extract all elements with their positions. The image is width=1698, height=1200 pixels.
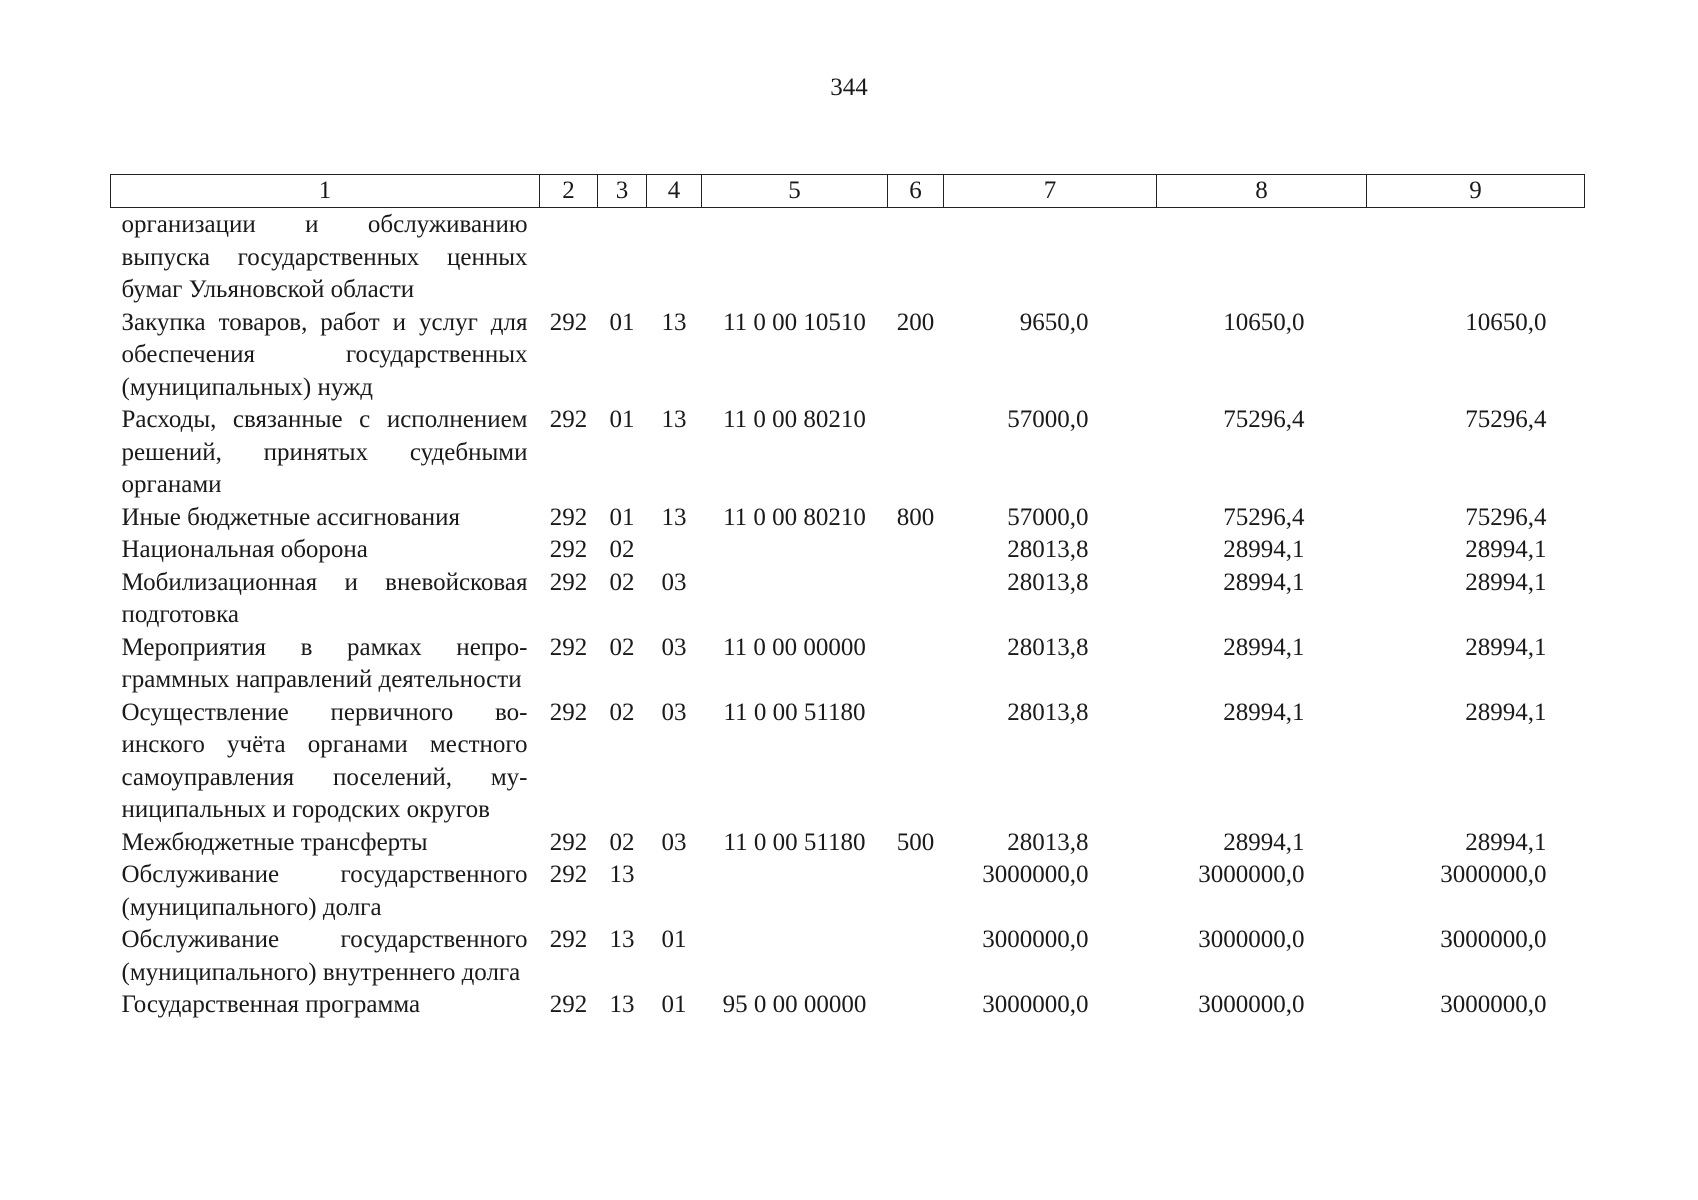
row-subsection <box>647 208 702 307</box>
row-section: 01 <box>609 406 635 433</box>
row-admin-code: 292 <box>549 503 588 531</box>
row-expense-type <box>888 404 944 502</box>
header-col-8: 8 <box>1157 175 1367 208</box>
header-col-4: 4 <box>647 175 702 208</box>
row-section: 02 <box>609 633 635 661</box>
row-value-8: 3000000,0 <box>1198 861 1305 888</box>
row-subsection <box>647 859 702 924</box>
row-value-8: 10650,0 <box>1223 308 1305 336</box>
row-target-code: 95 0 00 00000 <box>722 991 867 1018</box>
table-row <box>111 404 1585 502</box>
row-value-9: 75296,4 <box>1465 503 1547 531</box>
row-subsection: 13 <box>661 406 687 433</box>
row-target-code <box>702 534 888 567</box>
row-name: Государственная программа <box>121 991 421 1018</box>
row-name: Иные бюджетные ассигнования <box>121 503 461 531</box>
row-value-7: 3000000,0 <box>982 861 1089 888</box>
row-admin-code: 292 <box>549 926 588 953</box>
row-section: 13 <box>609 861 635 888</box>
table-row <box>111 534 1585 567</box>
row-name: Мобилизационная и вневойсковая подготовка <box>121 568 528 628</box>
row-value-7: 28013,8 <box>1007 633 1089 661</box>
header-col-3: 3 <box>598 175 647 208</box>
row-section: 13 <box>609 926 635 953</box>
row-section: 02 <box>609 536 635 563</box>
row-admin-code: 292 <box>549 991 588 1018</box>
row-target-code <box>702 859 888 924</box>
row-section: 13 <box>609 991 635 1018</box>
row-name: Мероприятия в рамках непрограммных направлений деятельности <box>121 633 528 693</box>
row-expense-type: 200 <box>896 308 935 336</box>
header-col-9: 9 <box>1367 175 1585 208</box>
table-row <box>111 502 1585 535</box>
row-value-7: 3000000,0 <box>982 926 1089 953</box>
table-row <box>111 827 1585 860</box>
row-value-9: 28994,1 <box>1465 536 1547 563</box>
row-name: Расходы, связанные с исполнением решений, принятых судебными органами <box>121 406 528 498</box>
row-section <box>598 208 647 307</box>
table-row <box>111 632 1585 697</box>
row-expense-type: 500 <box>896 828 935 856</box>
row-subsection <box>647 534 702 567</box>
row-section: 02 <box>609 698 635 726</box>
table-row <box>111 697 1585 827</box>
row-target-code: 11 0 00 80210 <box>723 406 866 433</box>
row-value-9: 3000000,0 <box>1440 861 1547 888</box>
row-target-code: 11 0 00 00000 <box>723 633 866 661</box>
header-col-7: 7 <box>944 175 1157 208</box>
row-expense-type <box>888 632 944 697</box>
table-row <box>111 307 1585 405</box>
row-expense-type <box>888 534 944 567</box>
table-row <box>111 567 1585 632</box>
row-value-8: 28994,1 <box>1223 698 1305 726</box>
row-admin-code: 292 <box>549 861 588 888</box>
row-value-7: 57000,0 <box>1007 503 1089 531</box>
row-section: 02 <box>609 828 635 856</box>
row-value-9: 28994,1 <box>1465 568 1547 596</box>
row-value-7 <box>944 208 1157 307</box>
row-value-9: 3000000,0 <box>1440 991 1547 1018</box>
header-col-1: 1 <box>111 175 540 208</box>
row-expense-type <box>888 208 944 307</box>
row-expense-type <box>888 567 944 632</box>
row-expense-type <box>888 924 944 989</box>
row-value-8: 75296,4 <box>1223 406 1305 433</box>
row-admin-code: 292 <box>549 698 588 726</box>
row-expense-type <box>888 859 944 924</box>
row-admin-code: 292 <box>549 633 588 661</box>
row-value-8: 3000000,0 <box>1198 991 1305 1018</box>
table-row <box>111 859 1585 924</box>
row-value-7: 28013,8 <box>1007 828 1089 856</box>
header-col-6: 6 <box>888 175 944 208</box>
row-value-7: 9650,0 <box>1019 308 1089 336</box>
row-name: Межбюджетные трансферты <box>121 828 428 856</box>
row-value-8: 28994,1 <box>1223 633 1305 661</box>
row-subsection: 03 <box>661 633 687 661</box>
row-subsection: 03 <box>661 568 687 596</box>
row-admin-code: 292 <box>549 536 588 563</box>
row-admin-code <box>540 208 598 307</box>
table-header-row <box>111 175 1585 208</box>
row-value-8: 28994,1 <box>1223 536 1305 563</box>
row-name: организации и обслуживанию выпуска государственных ценных бумаг Ульяновской области <box>121 211 528 303</box>
row-name: Национальная оборона <box>121 536 368 563</box>
row-admin-code: 292 <box>549 568 588 596</box>
row-value-8: 75296,4 <box>1223 503 1305 531</box>
header-col-5: 5 <box>702 175 888 208</box>
row-subsection: 01 <box>661 926 687 953</box>
table-row <box>111 989 1585 1022</box>
row-value-9 <box>1367 208 1585 307</box>
row-section: 01 <box>609 308 635 336</box>
row-expense-type <box>888 989 944 1022</box>
row-value-9: 28994,1 <box>1465 698 1547 726</box>
row-target-code: 11 0 00 10510 <box>723 308 866 336</box>
row-value-7: 3000000,0 <box>982 991 1089 1018</box>
row-value-8: 28994,1 <box>1223 568 1305 596</box>
row-target-code: 11 0 00 80210 <box>723 503 866 531</box>
row-target-code <box>702 567 888 632</box>
row-subsection: 01 <box>661 991 687 1018</box>
row-name: Закупка товаров, работ и услуг для обеспечения государственных (муниципальных) нужд <box>121 308 528 401</box>
row-section: 01 <box>609 503 635 531</box>
table-row <box>111 924 1585 989</box>
row-target-code <box>702 924 888 989</box>
row-target-code: 11 0 00 51180 <box>723 828 866 856</box>
row-value-8: 28994,1 <box>1223 828 1305 856</box>
row-value-8: 3000000,0 <box>1198 926 1305 953</box>
row-value-9: 10650,0 <box>1465 308 1547 336</box>
table-row <box>111 208 1585 307</box>
row-subsection: 13 <box>661 308 687 336</box>
row-admin-code: 292 <box>549 406 588 433</box>
row-value-9: 28994,1 <box>1465 828 1547 856</box>
row-name: Обслуживание государственного (муниципального) внутреннего долга <box>121 926 528 986</box>
budget-table <box>110 174 1585 1022</box>
row-expense-type <box>888 697 944 827</box>
row-value-9: 28994,1 <box>1465 633 1547 661</box>
row-value-7: 28013,8 <box>1007 568 1089 596</box>
row-name: Осуществление первичного воинского учёта органами местного самоуправления поселений, муниципальных и городских округов <box>121 698 528 823</box>
row-value-9: 75296,4 <box>1465 406 1547 433</box>
row-value-9: 3000000,0 <box>1440 926 1547 953</box>
row-expense-type: 800 <box>896 503 935 531</box>
header-col-2: 2 <box>540 175 598 208</box>
row-name: Обслуживание государственного (муниципального) долга <box>121 861 528 921</box>
row-section: 02 <box>609 568 635 596</box>
row-value-7: 28013,8 <box>1007 698 1089 726</box>
row-target-code <box>702 208 888 307</box>
row-target-code: 11 0 00 51180 <box>723 698 866 726</box>
row-subsection: 03 <box>661 698 687 726</box>
row-admin-code: 292 <box>549 828 588 856</box>
row-subsection: 03 <box>661 828 687 856</box>
row-value-8 <box>1157 208 1367 307</box>
row-value-7: 57000,0 <box>1007 406 1089 433</box>
row-admin-code: 292 <box>549 308 588 336</box>
row-value-7: 28013,8 <box>1007 536 1089 563</box>
page-number: 344 <box>830 74 868 101</box>
row-subsection: 13 <box>661 503 687 531</box>
